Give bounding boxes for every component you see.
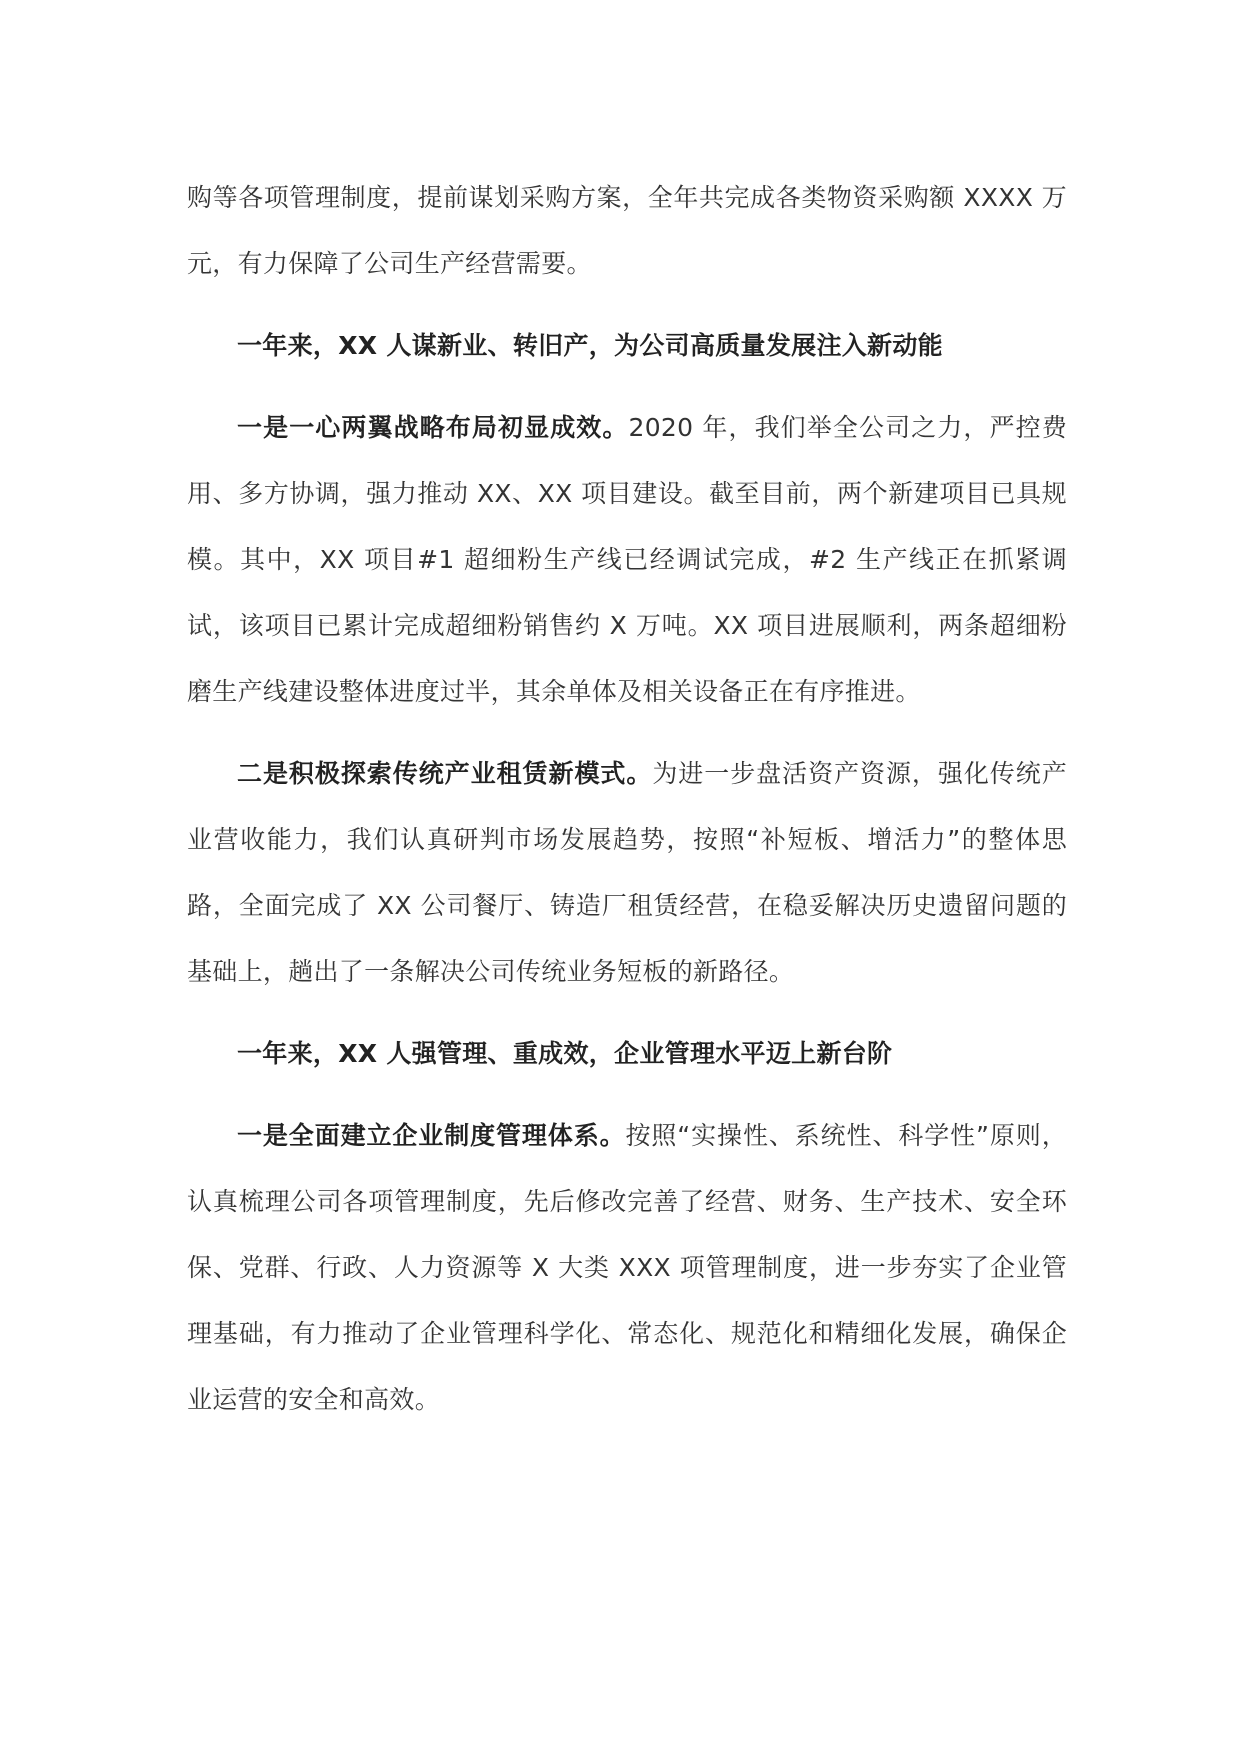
paragraph-text: 为进一步盘活资产资源，强化传统产业营收能力，我们认真研判市场发展趋势，按照“补短板、增活力”的整体思路，全面完成了 XX 公司餐厅、铸造厂租赁经营，在稳妥解决历史遗留问题的基础上，趟出了一条解决公司传统业务短板的新路径。 <box>187 759 1067 986</box>
document-body <box>187 165 1067 1433</box>
section-heading-new-business <box>187 313 1067 379</box>
paragraph-text: 购等各项管理制度，提前谋划采购方案，全年共完成各类物资采购额 XXXX 万元，有力保障了公司生产经营需要。 <box>187 183 1067 278</box>
spacer <box>187 1005 1067 1021</box>
spacer <box>187 725 1067 741</box>
spacer <box>187 297 1067 313</box>
paragraph-continuation <box>187 165 1067 297</box>
section-heading-management <box>187 1021 1067 1087</box>
spacer <box>187 379 1067 395</box>
heading-text: 一年来，XX 人谋新业、转旧产，为公司高质量发展注入新动能 <box>237 331 943 360</box>
paragraph-text: 2020 年，我们举全公司之力，严控费用、多方协调，强力推动 XX、XX 项目建设。截至目前，两个新建项目已具规模。其中，XX 项目#1 超细粉生产线已经调试完成，#2 生产线正在抓紧调试，该项目已累计完成超细粉销售约 X 万吨。XX 项目进展顺利，两条超细粉磨生产线建设整体进度过半，其余单体及相关设备正在有序推进。 <box>187 413 1067 706</box>
paragraph-lead: 一是全面建立企业制度管理体系。 <box>237 1121 626 1150</box>
paragraph-management-system <box>187 1103 1067 1433</box>
heading-text: 一年来，XX 人强管理、重成效，企业管理水平迈上新台阶 <box>237 1039 893 1068</box>
paragraph-strategy-layout <box>187 395 1067 725</box>
paragraph-text: 按照“实操性、系统性、科学性”原则，认真梳理公司各项管理制度，先后修改完善了经营、财务、生产技术、安全环保、党群、行政、人力资源等 X 大类 XXX 项管理制度，进一步夯实了企业管理基础，有力推动了企业管理科学化、常态化、规范化和精细化发展，确保企业运营的安全和高效。 <box>187 1121 1067 1414</box>
paragraph-lead: 一是一心两翼战略布局初显成效。 <box>237 413 629 442</box>
spacer <box>187 1087 1067 1103</box>
paragraph-lead: 二是积极探索传统产业租赁新模式。 <box>237 759 653 788</box>
paragraph-leasing-model <box>187 741 1067 1005</box>
